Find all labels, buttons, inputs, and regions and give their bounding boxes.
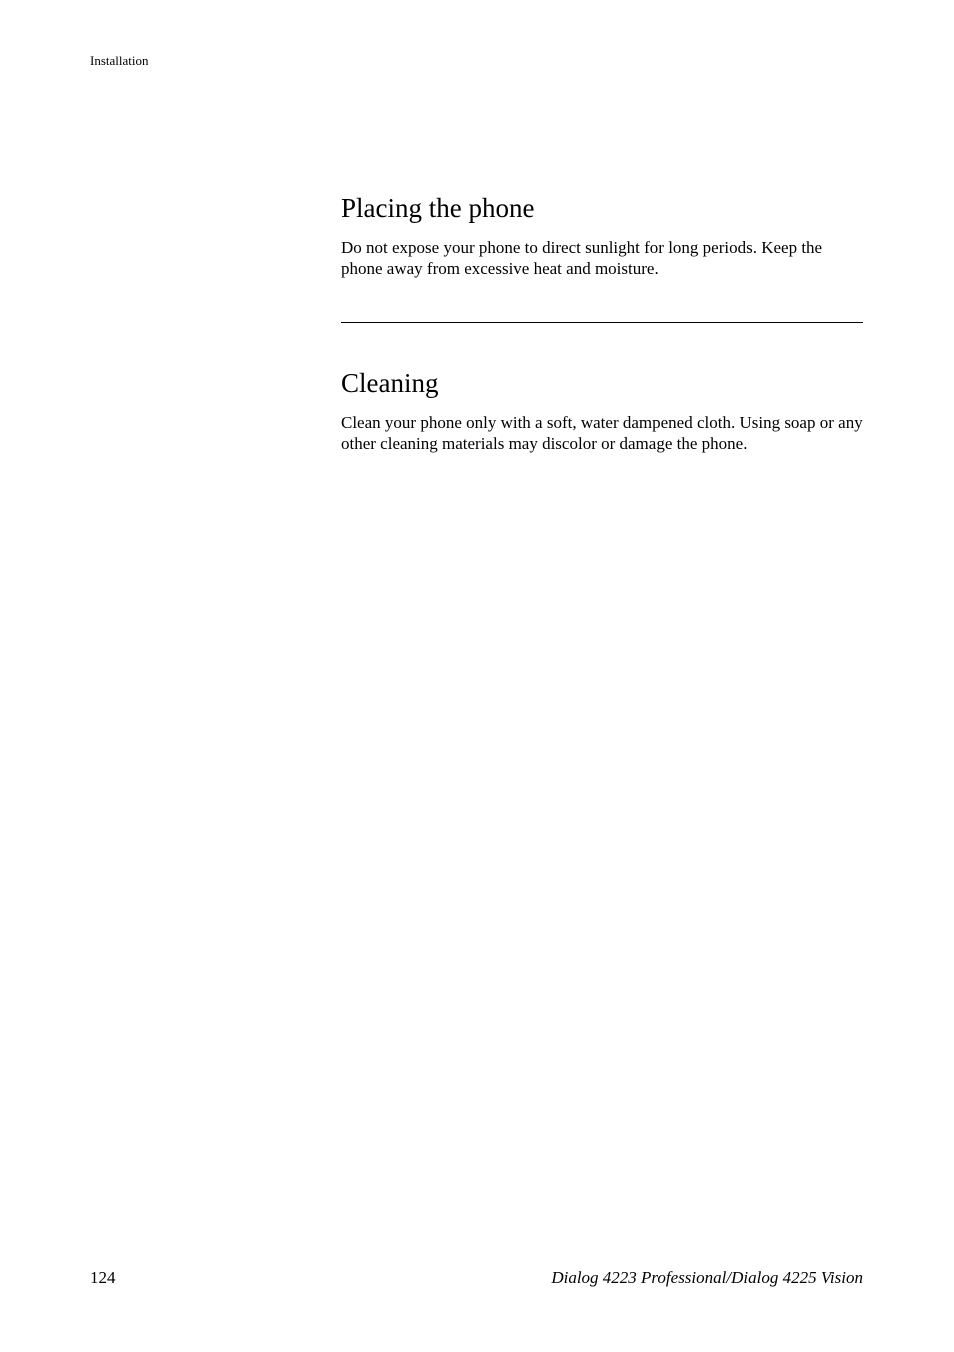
section-placing-the-phone xyxy=(341,190,863,279)
section-title: Cleaning xyxy=(341,368,439,398)
page-number: 124 xyxy=(90,1268,116,1287)
section-body: Clean your phone only with a soft, water dampened cloth. Using soap or any other cleaning materials may discolor or damage the phone. xyxy=(341,413,863,453)
section-title: Placing the phone xyxy=(341,193,535,223)
running-header: Installation xyxy=(90,53,149,68)
section-body: Do not expose your phone to direct sunlight for long periods. Keep the phone away from excessive heat and moisture. xyxy=(341,238,823,278)
section-cleaning xyxy=(341,365,863,454)
document-title: Dialog 4223 Professional/Dialog 4225 Vision xyxy=(551,1268,863,1287)
section-divider xyxy=(341,322,863,323)
